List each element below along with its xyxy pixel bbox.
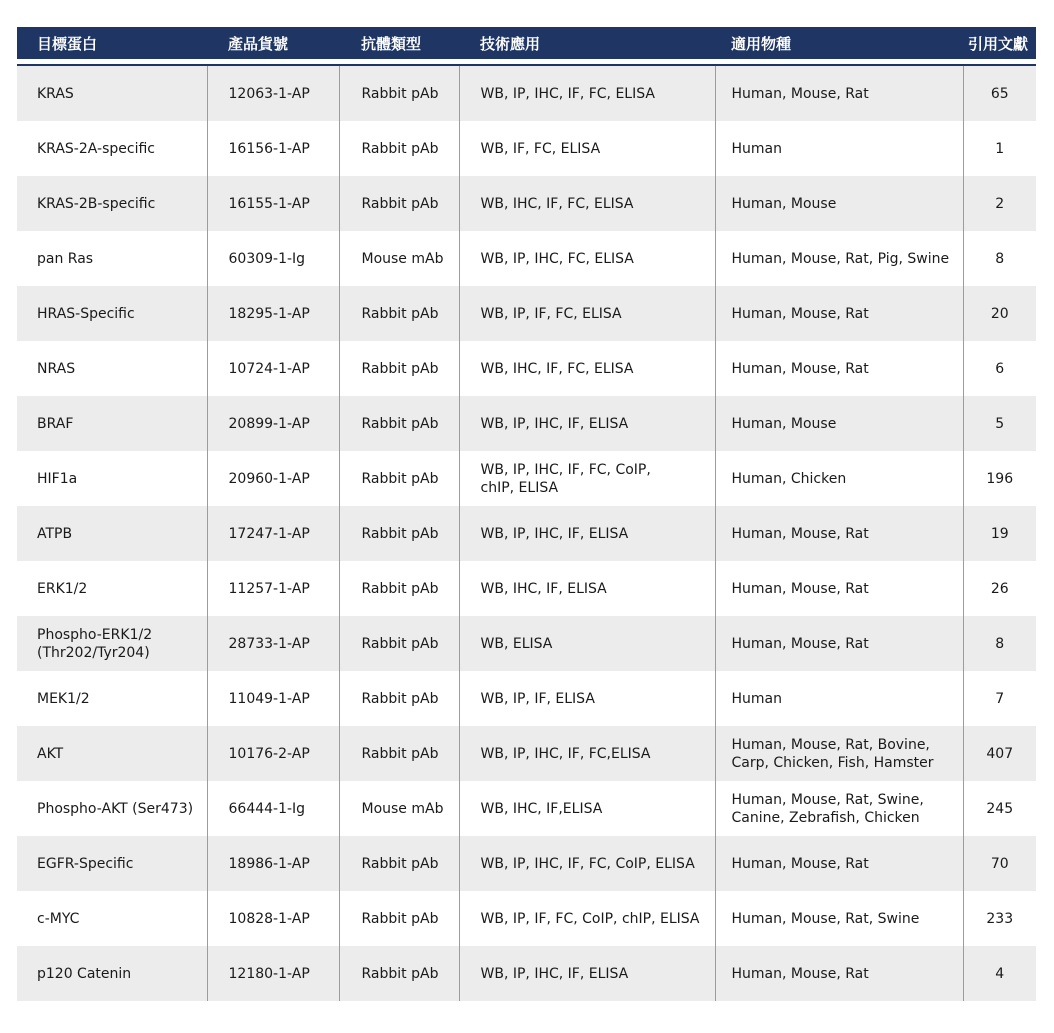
cell-species-text: Human, Mouse, Rat — [731, 965, 869, 982]
cell-target — [17, 616, 207, 671]
cell-target-text: NRAS — [37, 360, 76, 377]
table-row — [17, 946, 1036, 1001]
cell-citations-text: 19 — [990, 525, 1009, 542]
cell-catalog-number-text: 17247-1-AP — [228, 525, 310, 542]
cell-citations-text: 8 — [995, 250, 1005, 267]
cell-applications — [459, 891, 715, 946]
cell-citations — [963, 891, 1036, 946]
cell-species-text: Human, Mouse, Rat — [731, 85, 869, 102]
cell-applications-text: WB, ELISA — [480, 635, 553, 652]
cell-applications-text: WB, IHC, IF, FC, ELISA — [480, 195, 634, 212]
table-row — [17, 66, 1036, 121]
cell-target — [17, 396, 207, 451]
table-row — [17, 561, 1036, 616]
cell-species — [715, 341, 963, 396]
cell-species-text: Human, Mouse, Rat — [731, 525, 869, 542]
cell-antibody-type-text: Rabbit pAb — [361, 965, 439, 982]
cell-citations — [963, 836, 1036, 891]
cell-species-text: Human, Mouse, Rat, Pig, Swine — [731, 250, 950, 267]
cell-catalog-number — [207, 891, 339, 946]
cell-antibody-type — [339, 341, 459, 396]
cell-species — [715, 891, 963, 946]
cell-antibody-type-text: Rabbit pAb — [361, 690, 439, 707]
cell-citations — [963, 66, 1036, 121]
cell-applications-text: WB, IP, IF, ELISA — [480, 690, 595, 707]
cell-citations — [963, 506, 1036, 561]
cell-target — [17, 66, 207, 121]
cell-catalog-number-text: 20899-1-AP — [228, 415, 310, 432]
cell-citations — [963, 121, 1036, 176]
cell-species — [715, 66, 963, 121]
cell-target-text: pan Ras — [37, 250, 94, 267]
cell-applications-text: WB, IP, IF, FC, CoIP, chIP, ELISA — [480, 910, 700, 927]
cell-applications — [459, 341, 715, 396]
cell-species-text: Human, Mouse, Rat — [731, 305, 869, 322]
cell-catalog-number — [207, 726, 339, 781]
cell-applications — [459, 66, 715, 121]
cell-target — [17, 891, 207, 946]
header-target: 目標蛋白 — [37, 34, 98, 53]
cell-species — [715, 946, 963, 1001]
cell-target-text: HIF1a — [37, 470, 78, 487]
cell-citations-text: 7 — [995, 690, 1005, 707]
cell-antibody-type-text: Rabbit pAb — [361, 910, 439, 927]
cell-species — [715, 836, 963, 891]
cell-citations-text: 6 — [995, 360, 1005, 377]
cell-antibody-type-text: Rabbit pAb — [361, 745, 439, 762]
cell-applications — [459, 176, 715, 231]
cell-applications-text: WB, IHC, IF, ELISA — [480, 580, 607, 597]
cell-catalog-number-text: 66444-1-Ig — [228, 800, 306, 817]
cell-target — [17, 451, 207, 506]
cell-catalog-number — [207, 616, 339, 671]
cell-species — [715, 231, 963, 286]
cell-species — [715, 781, 963, 836]
cell-applications-text: WB, IP, IHC, IF, ELISA — [480, 965, 629, 982]
cell-applications — [459, 671, 715, 726]
cell-antibody-type-text: Rabbit pAb — [361, 305, 439, 322]
cell-antibody-type-text: Rabbit pAb — [361, 85, 439, 102]
cell-citations — [963, 231, 1036, 286]
cell-catalog-number — [207, 671, 339, 726]
cell-species-text: Human, Mouse, Rat — [731, 855, 869, 872]
cell-target-text: HRAS-Specific — [37, 305, 135, 322]
cell-species — [715, 561, 963, 616]
table-row — [17, 451, 1036, 506]
cell-species — [715, 176, 963, 231]
cell-catalog-number-text: 28733-1-AP — [228, 635, 310, 652]
cell-catalog-number-text: 11257-1-AP — [228, 580, 310, 597]
cell-species — [715, 121, 963, 176]
cell-catalog-number-text: 20960-1-AP — [228, 470, 310, 487]
cell-species-text: Human, Mouse, Rat, Swine, Canine, Zebrafish, Chicken — [731, 791, 924, 826]
cell-species — [715, 616, 963, 671]
table-row — [17, 231, 1036, 286]
cell-catalog-number-text: 16156-1-AP — [228, 140, 310, 157]
cell-antibody-type — [339, 231, 459, 286]
header-catalog-number: 產品貨號 — [228, 34, 289, 53]
header-applications: 技術應用 — [480, 34, 541, 53]
cell-citations-text: 4 — [995, 965, 1005, 982]
cell-catalog-number-text: 12063-1-AP — [228, 85, 310, 102]
cell-species-text: Human, Mouse, Rat — [731, 360, 869, 377]
cell-target — [17, 946, 207, 1001]
cell-catalog-number-text: 18986-1-AP — [228, 855, 310, 872]
cell-antibody-type — [339, 506, 459, 561]
cell-catalog-number — [207, 451, 339, 506]
cell-antibody-type-text: Rabbit pAb — [361, 140, 439, 157]
cell-antibody-type-text: Rabbit pAb — [361, 580, 439, 597]
cell-applications-text: WB, IP, IHC, IF, FC, ELISA — [480, 85, 655, 102]
cell-catalog-number-text: 16155-1-AP — [228, 195, 310, 212]
cell-target — [17, 671, 207, 726]
cell-antibody-type — [339, 286, 459, 341]
cell-citations-text: 65 — [990, 85, 1009, 102]
cell-target — [17, 781, 207, 836]
table-row — [17, 671, 1036, 726]
cell-antibody-type-text: Rabbit pAb — [361, 360, 439, 377]
cell-species-text: Human, Mouse, Rat, Swine — [731, 910, 920, 927]
cell-antibody-type — [339, 396, 459, 451]
cell-species — [715, 451, 963, 506]
cell-species-text: Human, Mouse, Rat — [731, 580, 869, 597]
header-row — [17, 27, 1036, 59]
header-antibody-type: 抗體類型 — [361, 34, 422, 53]
cell-applications-text: WB, IHC, IF, FC, ELISA — [480, 360, 634, 377]
cell-citations-text: 70 — [990, 855, 1009, 872]
cell-antibody-type-text: Mouse mAb — [361, 800, 444, 817]
cell-citations — [963, 561, 1036, 616]
cell-species-text: Human — [731, 690, 782, 707]
cell-applications-text: WB, IP, IF, FC, ELISA — [480, 305, 622, 322]
cell-citations — [963, 616, 1036, 671]
cell-citations — [963, 396, 1036, 451]
cell-citations-text: 196 — [986, 470, 1014, 487]
cell-catalog-number-text: 10724-1-AP — [228, 360, 310, 377]
cell-citations — [963, 781, 1036, 836]
cell-citations-text: 5 — [995, 415, 1005, 432]
cell-target-text: AKT — [37, 745, 64, 762]
cell-applications-text: WB, IP, IHC, IF, FC,ELISA — [480, 745, 651, 762]
cell-target-text: BRAF — [37, 415, 74, 432]
cell-catalog-number-text: 18295-1-AP — [228, 305, 310, 322]
cell-applications — [459, 616, 715, 671]
table-row — [17, 286, 1036, 341]
cell-species-text: Human, Mouse, Rat, Bovine, Carp, Chicken, Fish, Hamster — [731, 736, 934, 771]
cell-target — [17, 506, 207, 561]
cell-species — [715, 396, 963, 451]
cell-citations-text: 26 — [990, 580, 1009, 597]
cell-citations-text: 1 — [995, 140, 1005, 157]
cell-applications — [459, 231, 715, 286]
cell-citations-text: 233 — [986, 910, 1014, 927]
cell-antibody-type-text: Rabbit pAb — [361, 855, 439, 872]
cell-target-text: KRAS-2B-specific — [37, 195, 156, 212]
cell-antibody-type — [339, 891, 459, 946]
cell-target — [17, 726, 207, 781]
cell-target-text: EGFR-Specific — [37, 855, 134, 872]
cell-antibody-type — [339, 946, 459, 1001]
cell-citations — [963, 726, 1036, 781]
cell-citations — [963, 451, 1036, 506]
cell-species — [715, 506, 963, 561]
table-row — [17, 506, 1036, 561]
cell-target-text: p120 Catenin — [37, 965, 132, 982]
table-row — [17, 781, 1036, 836]
cell-target — [17, 286, 207, 341]
cell-catalog-number-text: 10828-1-AP — [228, 910, 310, 927]
cell-applications-text: WB, IF, FC, ELISA — [480, 140, 601, 157]
cell-target-text: Phospho-ERK1/2 (Thr202/Tyr204) — [37, 626, 153, 661]
cell-catalog-number — [207, 66, 339, 121]
header-species: 適用物種 — [731, 34, 792, 53]
cell-catalog-number — [207, 946, 339, 1001]
cell-antibody-type — [339, 561, 459, 616]
cell-citations-text: 8 — [995, 635, 1005, 652]
cell-antibody-type — [339, 121, 459, 176]
cell-catalog-number-text: 60309-1-Ig — [228, 250, 306, 267]
cell-target — [17, 121, 207, 176]
cell-catalog-number — [207, 341, 339, 396]
cell-citations-text: 245 — [986, 800, 1014, 817]
cell-citations — [963, 286, 1036, 341]
cell-catalog-number — [207, 231, 339, 286]
cell-citations-text: 2 — [995, 195, 1005, 212]
cell-applications — [459, 726, 715, 781]
cell-target — [17, 176, 207, 231]
table-row — [17, 396, 1036, 451]
cell-antibody-type — [339, 451, 459, 506]
cell-antibody-type — [339, 66, 459, 121]
cell-antibody-type — [339, 726, 459, 781]
cell-applications-text: WB, IHC, IF,ELISA — [480, 800, 603, 817]
cell-applications — [459, 451, 715, 506]
cell-citations-text: 407 — [986, 745, 1014, 762]
cell-antibody-type — [339, 176, 459, 231]
cell-catalog-number — [207, 561, 339, 616]
cell-target — [17, 341, 207, 396]
cell-species — [715, 671, 963, 726]
table-header — [17, 27, 1036, 66]
cell-antibody-type-text: Mouse mAb — [361, 250, 444, 267]
cell-catalog-number-text: 11049-1-AP — [228, 690, 310, 707]
cell-target-text: KRAS — [37, 85, 74, 102]
cell-target — [17, 836, 207, 891]
cell-target-text: Phospho-AKT (Ser473) — [37, 800, 194, 817]
cell-target-text: ERK1/2 — [37, 580, 88, 597]
cell-target-text: c-MYC — [37, 910, 80, 927]
cell-catalog-number — [207, 286, 339, 341]
cell-species-text: Human, Mouse — [731, 195, 837, 212]
header-citations: 引用文獻 — [967, 34, 1028, 53]
cell-species — [715, 286, 963, 341]
cell-antibody-type — [339, 616, 459, 671]
cell-applications — [459, 121, 715, 176]
cell-catalog-number — [207, 781, 339, 836]
antibody-table — [17, 27, 1036, 1001]
cell-species-text: Human, Mouse, Rat — [731, 635, 869, 652]
cell-species — [715, 726, 963, 781]
cell-antibody-type — [339, 671, 459, 726]
cell-antibody-type-text: Rabbit pAb — [361, 195, 439, 212]
table-body — [17, 66, 1036, 1001]
cell-applications — [459, 781, 715, 836]
cell-citations-text: 20 — [990, 305, 1009, 322]
table-row — [17, 176, 1036, 231]
table-row — [17, 616, 1036, 671]
antibody-table-container — [17, 27, 1036, 1001]
cell-citations — [963, 946, 1036, 1001]
table-row — [17, 891, 1036, 946]
cell-antibody-type-text: Rabbit pAb — [361, 470, 439, 487]
cell-catalog-number — [207, 176, 339, 231]
cell-applications-text: WB, IP, IHC, IF, FC, CoIP, chIP, ELISA — [480, 461, 651, 496]
cell-citations — [963, 671, 1036, 726]
cell-antibody-type — [339, 836, 459, 891]
cell-applications-text: WB, IP, IHC, FC, ELISA — [480, 250, 634, 267]
cell-catalog-number-text: 10176-2-AP — [228, 745, 310, 762]
cell-species-text: Human — [731, 140, 782, 157]
table-row — [17, 341, 1036, 396]
table-row — [17, 121, 1036, 176]
cell-target-text: ATPB — [37, 525, 73, 542]
cell-citations — [963, 176, 1036, 231]
cell-species-text: Human, Chicken — [731, 470, 847, 487]
cell-target-text: KRAS-2A-specific — [37, 140, 155, 157]
cell-antibody-type-text: Rabbit pAb — [361, 525, 439, 542]
cell-catalog-number — [207, 836, 339, 891]
cell-applications — [459, 561, 715, 616]
cell-species-text: Human, Mouse — [731, 415, 837, 432]
cell-catalog-number — [207, 396, 339, 451]
cell-applications-text: WB, IP, IHC, IF, FC, CoIP, ELISA — [480, 855, 695, 872]
cell-antibody-type-text: Rabbit pAb — [361, 415, 439, 432]
cell-applications — [459, 286, 715, 341]
table-row — [17, 726, 1036, 781]
cell-applications — [459, 506, 715, 561]
cell-citations — [963, 341, 1036, 396]
cell-applications — [459, 946, 715, 1001]
cell-catalog-number — [207, 506, 339, 561]
cell-applications-text: WB, IP, IHC, IF, ELISA — [480, 415, 629, 432]
cell-catalog-number-text: 12180-1-AP — [228, 965, 310, 982]
cell-catalog-number — [207, 121, 339, 176]
table-row — [17, 836, 1036, 891]
cell-applications — [459, 396, 715, 451]
cell-target — [17, 231, 207, 286]
cell-antibody-type — [339, 781, 459, 836]
cell-antibody-type-text: Rabbit pAb — [361, 635, 439, 652]
cell-applications-text: WB, IP, IHC, IF, ELISA — [480, 525, 629, 542]
cell-target-text: MEK1/2 — [37, 690, 90, 707]
cell-target — [17, 561, 207, 616]
cell-applications — [459, 836, 715, 891]
